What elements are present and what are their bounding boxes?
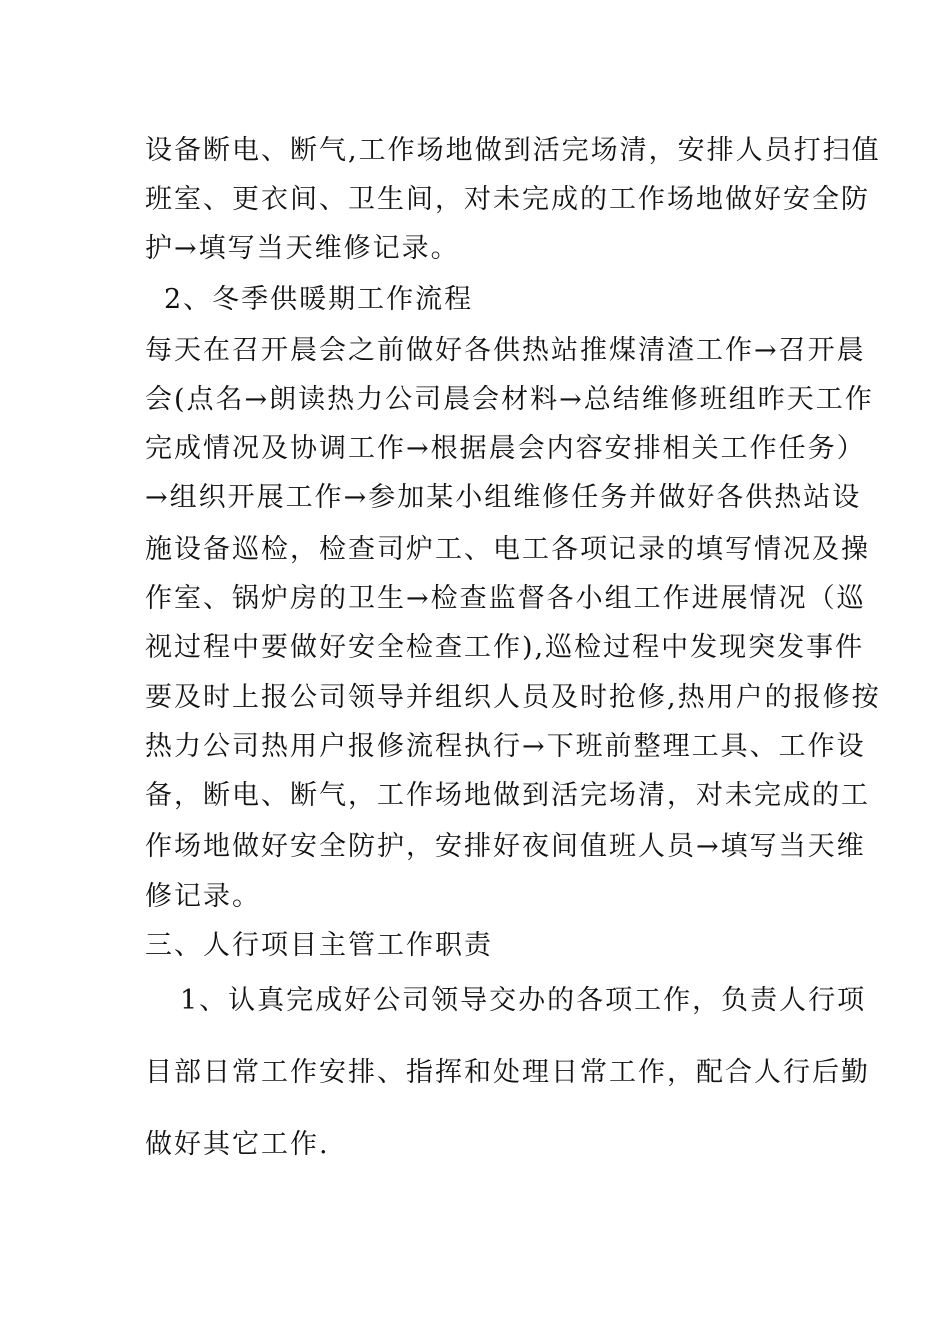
text-line: 设备断电、断气,工作场地做到活完场清，安排人员打扫值 bbox=[145, 135, 881, 166]
text-line: 作场地做好安全防护，安排好夜间值班人员→填写当天维 bbox=[145, 831, 866, 862]
text-line: 施设备巡检，检查司炉工、电工各项记录的填写情况及操 bbox=[145, 534, 870, 565]
text-line: 每天在召开晨会之前做好各供热站推煤清渣工作→召开晨 bbox=[145, 335, 866, 366]
text-line: →组织开展工作→参加某小组维修任务并做好各供热站设 bbox=[145, 482, 862, 513]
text-line: 1、认真完成好公司领导交办的各项工作，负责人行项 bbox=[180, 985, 867, 1016]
section-heading: 三、人行项目主管工作职责 bbox=[145, 930, 493, 961]
text-line: 做好其它工作. bbox=[145, 1129, 330, 1160]
text-line: 备，断电、断气，工作场地做到活完场清，对未完成的工 bbox=[145, 780, 870, 811]
text-line: 会(点名→朗读热力公司晨会材料→总结维修班组昨天工作 bbox=[145, 384, 874, 415]
text-line: 班室、更衣间、卫生间，对未完成的工作场地做好安全防 bbox=[145, 184, 870, 215]
text-line: 完成情况及协调工作→根据晨会内容安排相关工作任务） bbox=[145, 433, 866, 464]
section-heading: 2、冬季供暖期工作流程 bbox=[164, 284, 474, 315]
text-line: 要及时上报公司领导并组织人员及时抢修,热用户的报修按 bbox=[145, 682, 881, 713]
text-line: 热力公司热用户报修流程执行→下班前整理工具、工作设 bbox=[145, 731, 866, 762]
text-line: 护→填写当天维修记录。 bbox=[145, 233, 460, 264]
text-line: 目部日常工作安排、指挥和处理日常工作，配合人行后勤 bbox=[145, 1057, 870, 1088]
text-line: 作室、锅炉房的卫生→检查监督各小组工作进展情况（巡 bbox=[145, 583, 866, 614]
text-line: 修记录。 bbox=[145, 881, 261, 912]
text-line: 视过程中要做好安全检查工作),巡检过程中发现突发事件 bbox=[145, 632, 865, 663]
